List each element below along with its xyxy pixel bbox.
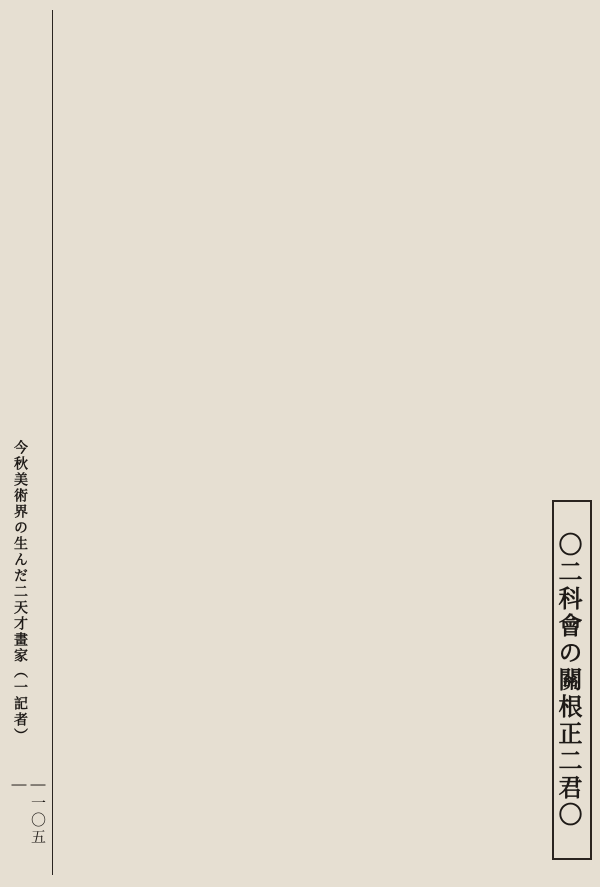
page-number: ―一〇五― <box>10 775 47 846</box>
section-heading: 〇二科會の關根正二君〇 <box>552 500 592 860</box>
body-text-bottom <box>52 470 362 870</box>
divider-rule <box>52 10 53 875</box>
body-text-top <box>26 14 556 519</box>
running-head: 今秋美術界の生んだ二天才畫家（一記者） <box>12 440 28 744</box>
